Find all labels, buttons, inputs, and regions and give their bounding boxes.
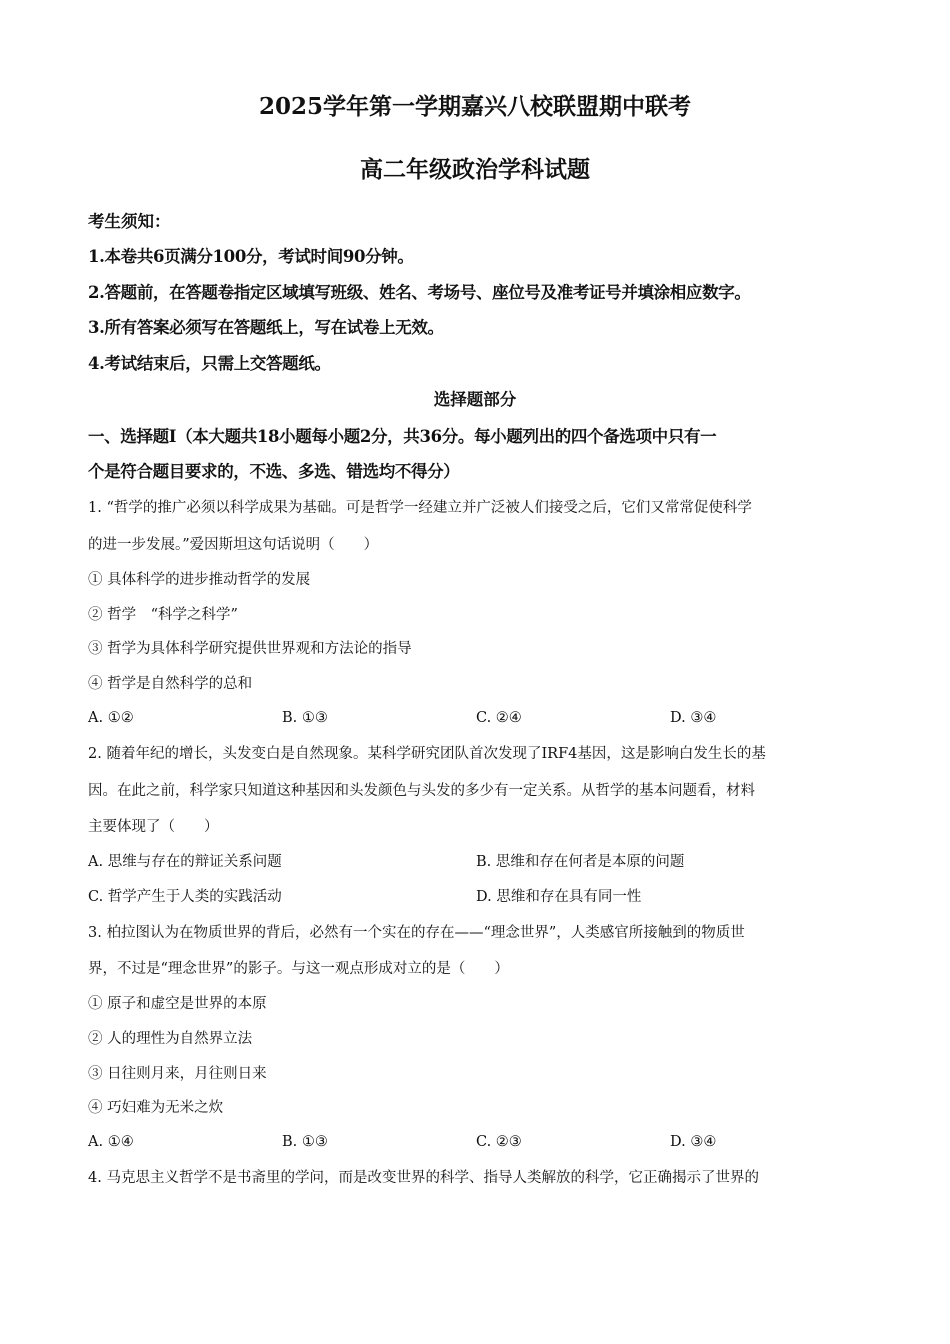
option-a: A. ①② — [88, 710, 134, 726]
question-text: 2. 随着年纪的增长，头发变白是自然现象。某科学研究团队首次发现了IRF4基因，这是影响白发生长的基 — [88, 746, 766, 762]
question-statement: ④ 哲学是自然科学的总和 — [88, 676, 253, 692]
question-statement: ③ 日往则月来，月往则日来 — [88, 1066, 267, 1082]
question-text: 3. 柏拉图认为在物质世界的背后，必然有一个实在的存在——“理念世界”，人类感官所接触到的物质世 — [88, 925, 745, 941]
option-b: B. ①③ — [282, 710, 328, 726]
option-d: D. ③④ — [670, 710, 717, 726]
question-statement: ② 人的理性为自然界立法 — [88, 1031, 253, 1047]
section-title: 选择题部分 — [433, 390, 517, 409]
option-b: B. 思维和存在何者是本原的问题 — [476, 854, 685, 870]
question-text: 的进一步发展。”爱因斯坦这句话说明（ ） — [88, 537, 379, 553]
part-heading: 一、选择题Ⅰ（本大题共18小题每小题2分，共36分。每小题列出的四个备选项中只有一 — [88, 427, 717, 446]
exam-subtitle: 高二年级政治学科试题 — [360, 156, 590, 183]
question-statement: ① 原子和虚空是世界的本原 — [88, 996, 267, 1012]
option-b: B. ①③ — [282, 1134, 328, 1150]
question-statement: ① 具体科学的进步推动哲学的发展 — [88, 572, 311, 588]
option-c: C. 哲学产生于人类的实践活动 — [88, 889, 282, 905]
notice-item: 3.所有答案必须写在答题纸上，写在试卷上无效。 — [88, 318, 444, 337]
question-text: 主要体现了（ ） — [88, 819, 219, 835]
question-text: 界，不过是“理念世界”的影子。与这一观点形成对立的是（ ） — [88, 961, 509, 977]
exam-title: 2025学年第一学期嘉兴八校联盟期中联考 — [258, 93, 691, 120]
question-statement: ② 哲学 “科学之科学” — [88, 607, 238, 623]
notice-item: 2.答题前，在答题卷指定区域填写班级、姓名、考场号、座位号及准考证号并填涂相应数字。 — [88, 283, 751, 302]
question-statement: ④ 巧妇难为无米之炊 — [88, 1100, 224, 1116]
question-statement: ③ 哲学为具体科学研究提供世界观和方法论的指导 — [88, 641, 412, 657]
part-heading: 个是符合题目要求的，不选、多选、错选均不得分） — [88, 462, 460, 481]
option-d: D. 思维和存在具有同一性 — [476, 889, 642, 905]
option-a: A. 思维与存在的辩证关系问题 — [88, 854, 282, 870]
option-c: C. ②③ — [476, 1134, 522, 1150]
question-text: 因。在此之前，科学家只知道这种基因和头发颜色与头发的多少有一定关系。从哲学的基本问题看，材料 — [88, 783, 755, 799]
question-text: 1. “哲学的推广必须以科学成果为基础。可是哲学一经建立并广泛被人们接受之后，它们又常常促使科学 — [88, 500, 752, 516]
option-a: A. ①④ — [88, 1134, 134, 1150]
option-c: C. ②④ — [476, 710, 522, 726]
question-text: 4. 马克思主义哲学不是书斋里的学问，而是改变世界的科学、指导人类解放的科学，它正确揭示了世界的 — [88, 1170, 759, 1186]
notice-heading: 考生须知： — [88, 212, 171, 231]
notice-item: 1.本卷共6页满分100分，考试时间90分钟。 — [88, 247, 414, 266]
option-d: D. ③④ — [670, 1134, 717, 1150]
notice-item: 4.考试结束后，只需上交答题纸。 — [88, 354, 331, 373]
